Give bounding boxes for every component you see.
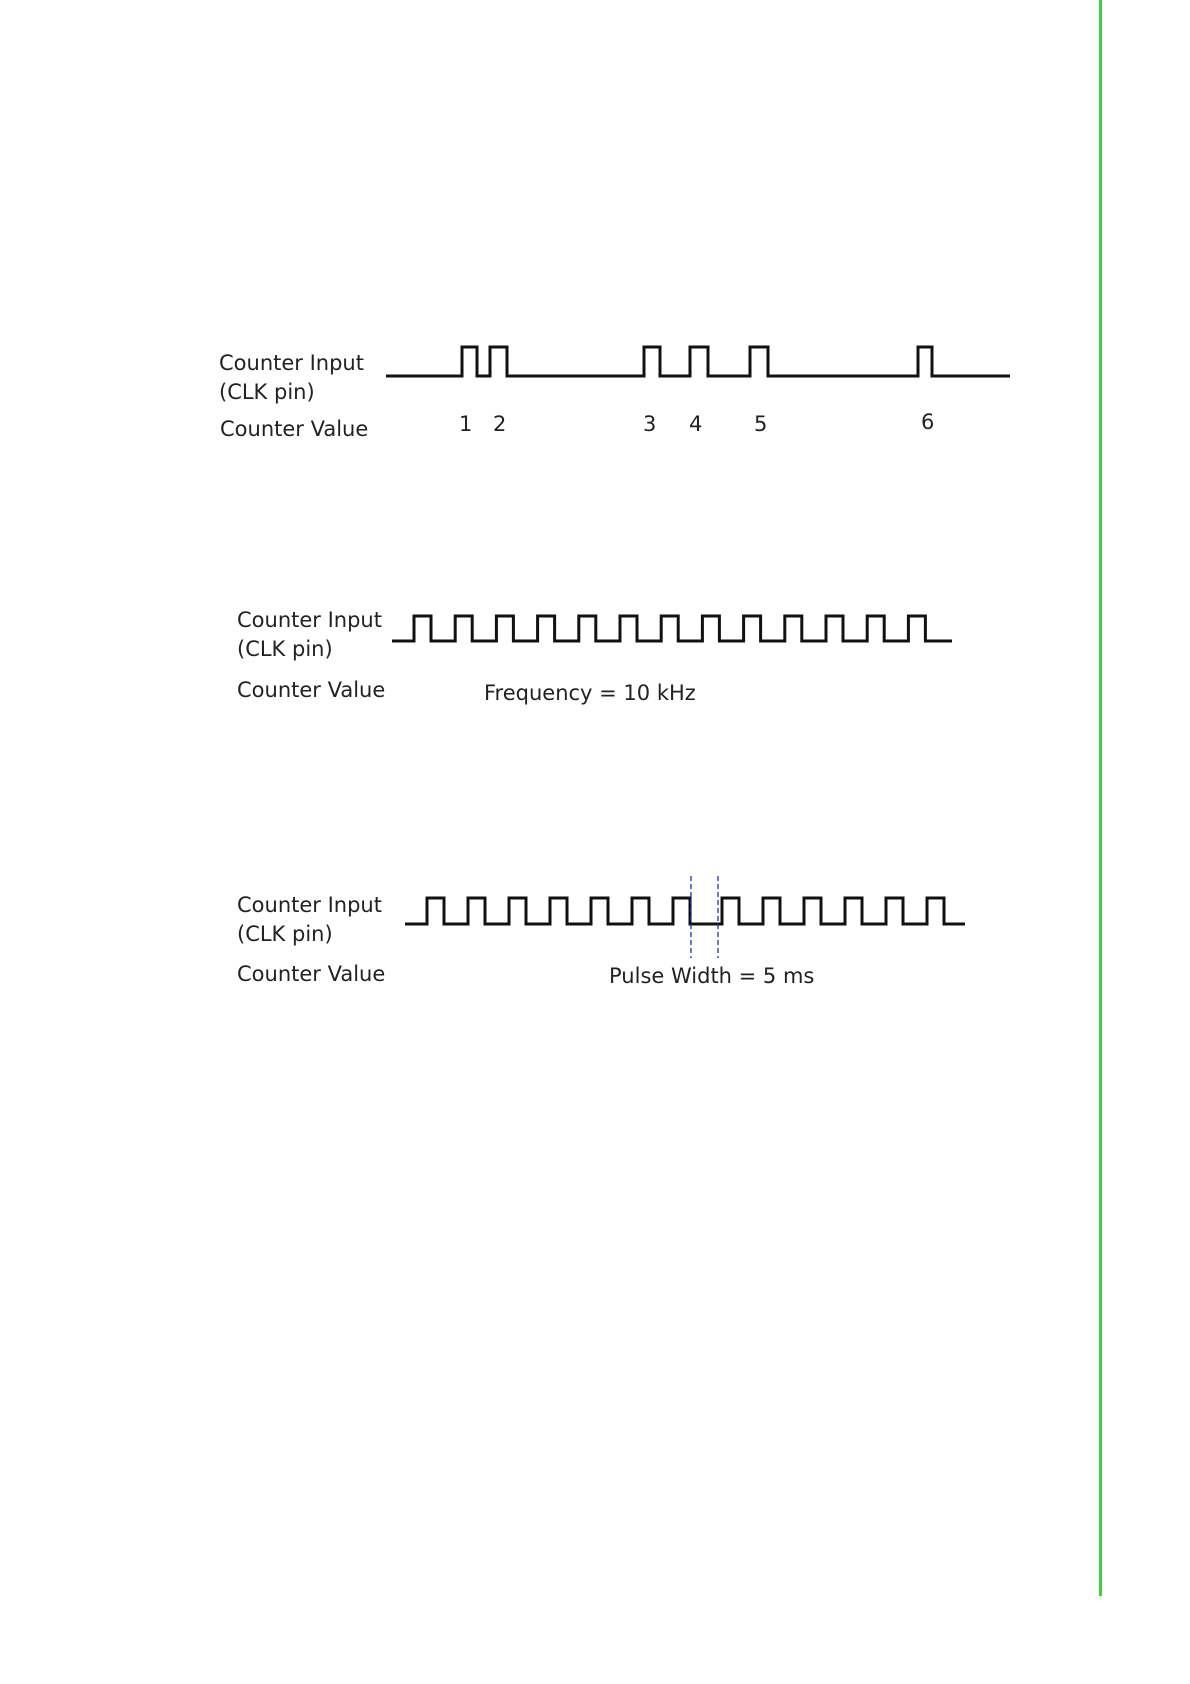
pulse-count-label: 1 — [459, 412, 473, 436]
frequency-caption: Frequency = 10 kHz — [484, 681, 696, 705]
pulse-count-label: 4 — [689, 412, 703, 436]
pulse-width-caption: Pulse Width = 5 ms — [609, 964, 815, 988]
counter-value-label: Counter Value — [237, 678, 386, 702]
clk-pin-label: (CLK pin) — [219, 380, 315, 404]
pulse-count-label: 6 — [921, 410, 935, 434]
pulse-count-label: 3 — [643, 412, 657, 436]
counter-value-label: Counter Value — [237, 962, 386, 986]
counter-value-label: Counter Value — [220, 417, 369, 441]
clk-pin-label: (CLK pin) — [237, 922, 333, 946]
counter-input-label: Counter Input — [237, 608, 382, 632]
pulse-count-label: 5 — [754, 412, 768, 436]
counter-input-label: Counter Input — [237, 893, 382, 917]
pulse-count-label: 2 — [493, 412, 507, 436]
clk-signal-line — [405, 898, 965, 924]
counter-input-label: Counter Input — [219, 351, 364, 375]
clk-pin-label: (CLK pin) — [237, 637, 333, 661]
